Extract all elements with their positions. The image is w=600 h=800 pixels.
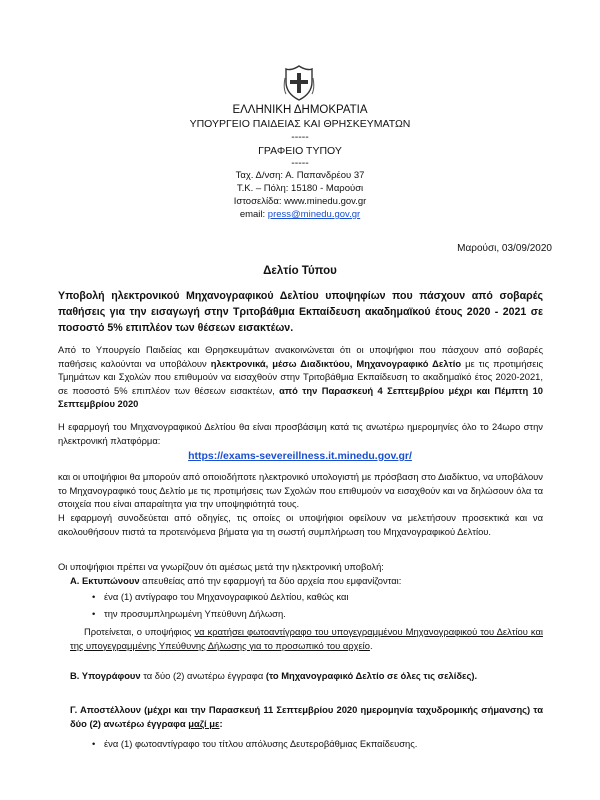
platform-link-line — [0, 450, 600, 462]
intro-text-continued: με τις προτιμήσεις Τμημάτων και Σχολών που επιθυμούν να εισαχθούν στην Τριτοβάθμια Εκπαίδευση το ακαδημαϊκό έτος 2020-2021, σε ποσοστό 5% επιπλέον των θέσεων εισακτέων, — [58, 357, 543, 396]
step-b-text: τα δύο (2) ανωτέρω έγγραφα — [140, 670, 266, 681]
list-item: • ένα (1) φωτοαντίγραφο του τίτλου απόλυσης Δευτεροβάθμιας Εκπαίδευσης. — [104, 737, 544, 751]
step-a-label: Α. Εκτυπώνουν — [70, 575, 140, 586]
republic-heading: ΕΛΛΗΝΙΚΗ ΔΗΜΟΚΡΑΤΙΑ — [232, 104, 368, 116]
platform-link[interactable]: https://exams-severeillness.it.minedu.gov.gr/ — [188, 450, 412, 462]
step-a — [70, 574, 543, 588]
recommendation-underlined: να κρατήσει φωτοαντίγραφο του υπογεγραμμένου Μηχανογραφικού του Δελτίου και της υπογεγραμμένης Υπεύθυνης Δήλωσης για το προσωπικό του αρχείο — [70, 626, 543, 651]
list-item: • την προσυμπληρωμένη Υπεύθυνη Δήλωση. — [104, 607, 544, 621]
step-c-bold: Γ. Αποστέλλουν (μέχρι και την Παρασκευή 11 Σεπτεμβρίου 2020 ημερομηνία ταχυδρομικής σήμανσης) τα δύο (2) ανωτέρω έγγραφα — [70, 704, 543, 729]
recommendation-end: . — [369, 639, 373, 651]
email-link[interactable]: press@minedu.gov.gr — [267, 209, 361, 220]
greek-coat-of-arms-icon — [283, 64, 315, 102]
step-a-text: απευθείας από την εφαρμογή τα δύο αρχεία που εμφανίζονται: — [139, 575, 402, 586]
intro-paragraph — [58, 343, 543, 411]
platform-paragraph: Η εφαρμογή του Μηχανογραφικού Δελτίου θα είναι προσβάσιμη κατά τις ανωτέρω ημερομηνίες όλο το 24ωρο στην ηλεκτρονική πλατφόρμα: — [58, 421, 543, 446]
header-separator: ----- — [291, 157, 309, 169]
recommendation-text: Προτείνεται, ο υποψήφιος — [84, 626, 195, 637]
document-date: Μαρούσι, 03/09/2020 — [457, 243, 552, 254]
contact-website: Ιστοσελίδα: www.minedu.gov.gr — [233, 196, 367, 207]
after-submission-paragraph: Οι υποψήφιοι πρέπει να γνωρίζουν ότι αμέσως μετά την ηλεκτρονική υποβολή: — [58, 561, 384, 572]
header-separator: ----- — [291, 131, 309, 143]
intro-bold-dates: από την Παρασκευή 4 Σεπτεμβρίου μέχρι και Πέμπτη 10 Σεπτεμβρίου 2020 — [58, 384, 543, 410]
step-c-colon: : — [219, 717, 223, 729]
step-c-underlined: μαζί με — [188, 717, 220, 729]
submission-paragraph: και οι υποψήφιοι θα μπορούν από οποιοδήποτε ηλεκτρονικό υπολογιστή με πρόσβαση στο Διαδίκτυο, να υποβάλουν το Μηχανογραφικό τους Δελτίο με τις προτιμήσεις των Σχολών που επιθυμούν να εισαχθούν και να δηλώσουν όλα τα στοιχεία που είναι απαραίτητα για την υποψηφιότητά τους. — [58, 471, 543, 510]
step-b-label: Β. Υπογράφουν — [70, 670, 141, 681]
step-a-recommendation — [70, 625, 543, 652]
intro-bold-method: ηλεκτρονικά, μέσω Διαδικτύου, Μηχανογραφικό Δελτίο — [210, 357, 462, 369]
intro-text: Από το Υπουργείο Παιδείας και Θρησκευμάτων ανακοινώνεται ότι οι υποψήφιοι που πάσχουν από σοβαρές παθήσεις καλούνται να υποβάλουν — [58, 344, 543, 369]
document-title: Δελτίο Τύπου — [263, 265, 337, 277]
step-b — [70, 669, 543, 683]
step-b-bold: (το Μηχανογραφικό Δελτίο σε όλες τις σελίδες). — [265, 670, 478, 681]
step-c — [70, 703, 543, 730]
contact-address: Ταχ. Δ/νση: Α. Παπανδρέου 37 — [235, 170, 365, 181]
office-heading: ΓΡΑΦΕΙΟ ΤΥΠΟΥ — [258, 145, 342, 157]
ministry-heading: ΥΠΟΥΡΓΕΙΟ ΠΑΙΔΕΙΑΣ ΚΑΙ ΘΡΗΣΚΕΥΜΑΤΩΝ — [189, 118, 411, 130]
email-label: email: — [239, 209, 268, 220]
instructions-paragraph: Η εφαρμογή συνοδεύεται από οδηγίες, τις οποίες οι υποψήφιοι οφείλουν να μελετήσουν προσεκτικά και να ακολουθήσουν πιστά τα προτεινόμενα βήματα για τη σωστή συμπλήρωση του Μηχανογραφικού Δελτίου. — [58, 512, 543, 537]
list-item: • ένα (1) αντίγραφο του Μηχανογραφικού Δελτίου, καθώς και — [104, 590, 544, 604]
contact-email — [150, 209, 450, 222]
subject-heading: Υποβολή ηλεκτρονικού Μηχανογραφικού Δελτίου υποψηφίων που πάσχουν από σοβαρές παθήσεις για την εισαγωγή στην Τριτοβάθμια Εκπαίδευση ακαδημαϊκού έτους 2020 - 2021 σε ποσοστό 5% επιπλέον των θέσεων εισακτέων. — [58, 290, 543, 334]
contact-postal: Τ.Κ. – Πόλη: 15180 - Μαρούσι — [236, 183, 364, 194]
